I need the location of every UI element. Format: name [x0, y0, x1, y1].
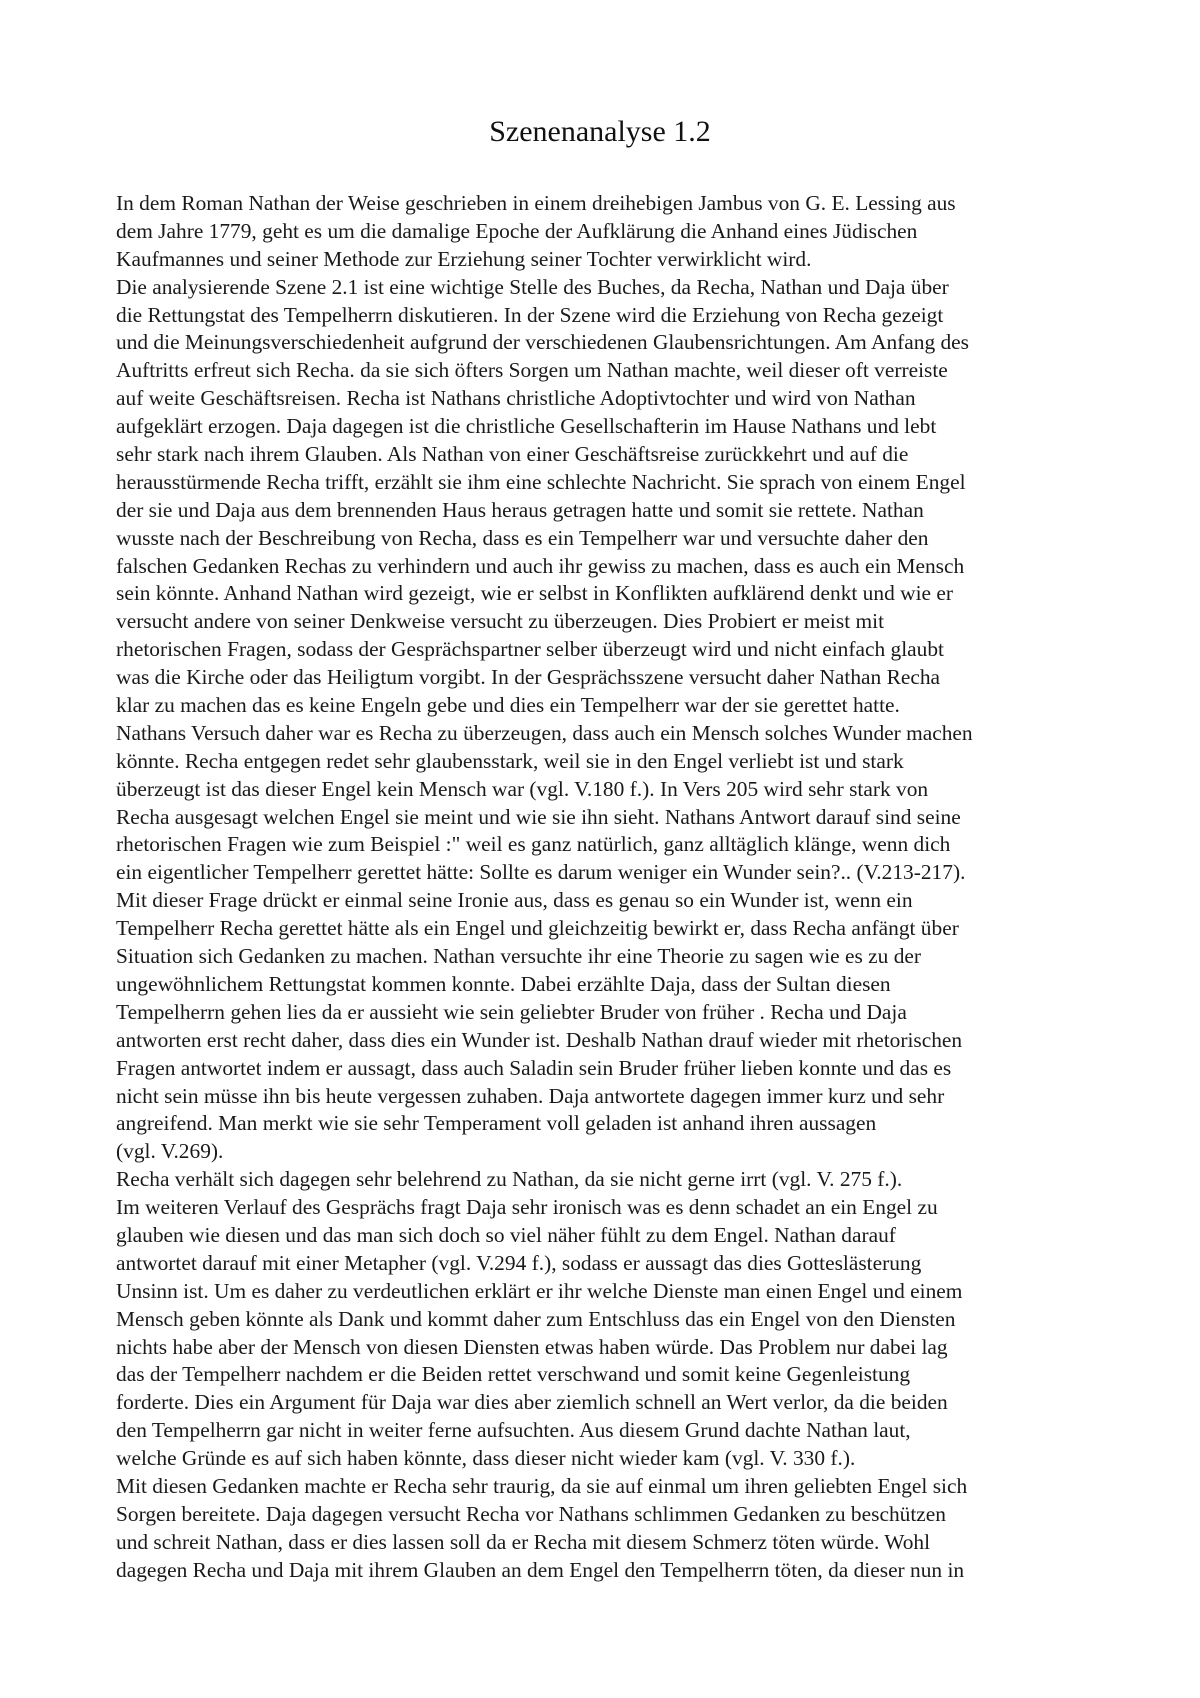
- text-line: Mit diesen Gedanken machte er Recha sehr traurig, da sie auf einmal um ihren geliebten Engel sich: [116, 1473, 968, 1498]
- text-line: und schreit Nathan, dass er dies lassen soll da er Recha mit diesem Schmerz töten würde. Wohl: [116, 1529, 931, 1554]
- text-line: die Rettungstat des Tempelherrn diskutieren. In der Szene wird die Erziehung von Recha gezeigt: [116, 302, 944, 327]
- text-line: Die analysierende Szene 2.1 ist eine wichtige Stelle des Buches, da Recha, Nathan und Daja über: [116, 274, 949, 299]
- text-line: Sorgen bereitete. Daja dagegen versucht Recha vor Nathans schlimmen Gedanken zu beschützen: [116, 1501, 946, 1526]
- text-line: ein eigentlicher Tempelherr gerettet hätte: Sollte es darum weniger ein Wunder sein?.. (V.213-217).: [116, 860, 966, 885]
- text-line: Auftritts erfreut sich Recha. da sie sich öfters Sorgen um Nathan machte, weil dieser oft verreiste: [116, 358, 948, 383]
- text-line: das der Tempelherr nachdem er die Beiden rettet verschwand und somit keine Gegenleistung: [116, 1362, 911, 1387]
- text-line: und die Meinungsverschiedenheit aufgrund der verschiedenen Glaubensrichtungen. Am Anfang des: [116, 330, 970, 355]
- body-text: [116, 190, 1116, 1585]
- text-line: Tempelherr Recha gerettet hätte als ein Engel und gleichzeitig bewirkt er, dass Recha anfängt über: [116, 916, 959, 941]
- text-line: herausstürmende Recha trifft, erzählt sie ihm eine schlechte Nachricht. Sie sprach von einem Engel: [116, 469, 966, 494]
- text-line: Tempelherrn gehen lies da er aussieht wie sein geliebter Bruder von früher . Recha und Daja: [116, 999, 907, 1024]
- text-line: Situation sich Gedanken zu machen. Nathan versuchte ihr eine Theorie zu sagen wie es zu der: [116, 944, 922, 969]
- text-line: sein könnte. Anhand Nathan wird gezeigt, wie er selbst in Konflikten aufklärend denkt und wie er: [116, 581, 953, 606]
- text-line: falschen Gedanken Rechas zu verhindern und auch ihr gewiss zu machen, dass es auch ein Mensch: [116, 553, 965, 578]
- text-line: nichts habe aber der Mensch von diesen Diensten etwas haben würde. Das Problem nur dabei lag: [116, 1334, 948, 1359]
- text-line: klar zu machen das es keine Engeln gebe und dies ein Tempelherr war der sie gerettet hatte.: [116, 693, 900, 718]
- text-line: was die Kirche oder das Heiligtum vorgibt. In der Gesprächsszene versucht daher Nathan Recha: [116, 665, 941, 690]
- text-line: den Tempelherrn gar nicht in weiter ferne aufsuchten. Aus diesem Grund dachte Nathan laut,: [116, 1418, 911, 1443]
- text-line: nicht sein müsse ihn bis heute vergessen zuhaben. Daja antwortete dagegen immer kurz und sehr: [116, 1083, 945, 1108]
- text-line: Recha verhält sich dagegen sehr belehrend zu Nathan, da sie nicht gerne irrt (vgl. V. 275 f.).: [116, 1167, 903, 1192]
- text-line: Mit dieser Frage drückt er einmal seine Ironie aus, dass es genau so ein Wunder ist, wenn ein: [116, 888, 913, 913]
- text-line: versucht andere von seiner Denkweise versucht zu überzeugen. Dies Probiert er meist mit: [116, 609, 885, 634]
- text-line: dem Jahre 1779, geht es um die damalige Epoche der Aufklärung die Anhand eines Jüdischen: [116, 218, 918, 243]
- text-line: (vgl. V.269).: [116, 1139, 224, 1164]
- text-line: aufgeklärt erzogen. Daja dagegen ist die christliche Gesellschafterin im Hause Nathans und lebt: [116, 414, 937, 439]
- text-line: Nathans Versuch daher war es Recha zu überzeugen, dass auch ein Mensch solches Wunder machen: [116, 720, 973, 745]
- text-line: auf weite Geschäftsreisen. Recha ist Nathans christliche Adoptivtochter und wird von Nathan: [116, 386, 916, 411]
- text-line: Im weiteren Verlauf des Gesprächs fragt Daja sehr ironisch was es denn schadet an ein Engel zu: [116, 1195, 938, 1220]
- text-line: überzeugt ist das dieser Engel kein Mensch war (vgl. V.180 f.). In Vers 205 wird sehr stark von: [116, 776, 929, 801]
- text-line: Unsinn ist. Um es daher zu verdeutlichen erklärt er ihr welche Dienste man einen Engel und einem: [116, 1278, 963, 1303]
- text-line: rhetorischen Fragen wie zum Beispiel :" weil es ganz natürlich, ganz alltäglich klänge, wenn dich: [116, 832, 951, 857]
- text-line: dagegen Recha und Daja mit ihrem Glauben an dem Engel den Tempelherrn töten, da dieser nun in: [116, 1557, 965, 1582]
- text-line: der sie und Daja aus dem brennenden Haus heraus getragen hatte und somit sie rettete. Nathan: [116, 497, 924, 522]
- text-line: In dem Roman Nathan der Weise geschrieben in einem dreihebigen Jambus von G. E. Lessing aus: [116, 191, 956, 215]
- page-title: Szenenanalyse 1.2: [489, 115, 711, 148]
- text-line: Mensch geben könnte als Dank und kommt daher zum Entschluss das ein Engel von den Diensten: [116, 1306, 956, 1331]
- text-line: rhetorischen Fragen, sodass der Gesprächspartner selber überzeugt wird und nicht einfach glaubt: [116, 637, 944, 662]
- text-line: sehr stark nach ihrem Glauben. Als Nathan von einer Geschäftsreise zurückkehrt und auf die: [116, 442, 909, 467]
- text-line: Recha ausgesagt welchen Engel sie meint und wie sie ihn sieht. Nathans Antwort darauf sind seine: [116, 804, 961, 829]
- text-line: antworten erst recht daher, dass dies ein Wunder ist. Deshalb Nathan drauf wieder mit rhetorischen: [116, 1027, 963, 1052]
- text-line: Fragen antwortet indem er aussagt, dass auch Saladin sein Bruder früher lieben konnte und das es: [116, 1055, 952, 1080]
- text-line: glauben wie diesen und das man sich doch so viel näher fühlt zu dem Engel. Nathan darauf: [116, 1222, 896, 1247]
- text-line: forderte. Dies ein Argument für Daja war dies aber ziemlich schnell an Wert verlor, da die beiden: [116, 1390, 948, 1415]
- text-line: ungewöhnlichem Rettungstat kommen konnte. Dabei erzählte Daja, dass der Sultan diesen: [116, 971, 891, 996]
- text-line: Kaufmannes und seiner Methode zur Erziehung seiner Tochter verwirklicht wird.: [116, 246, 812, 271]
- text-line: antwortet darauf mit einer Metapher (vgl. V.294 f.), sodass er aussagt das dies Gotteslästerung: [116, 1250, 922, 1275]
- text-line: angreifend. Man merkt wie sie sehr Temperament voll geladen ist anhand ihren aussagen: [116, 1111, 877, 1136]
- text-line: wusste nach der Beschreibung von Recha, dass es ein Tempelherr war und versuchte daher den: [116, 525, 929, 550]
- text-line: welche Gründe es auf sich haben könnte, dass dieser nicht wieder kam (vgl. V. 330 f.).: [116, 1446, 856, 1471]
- text-line: könnte. Recha entgegen redet sehr glaubensstark, weil sie in den Engel verliebt ist und stark: [116, 748, 904, 773]
